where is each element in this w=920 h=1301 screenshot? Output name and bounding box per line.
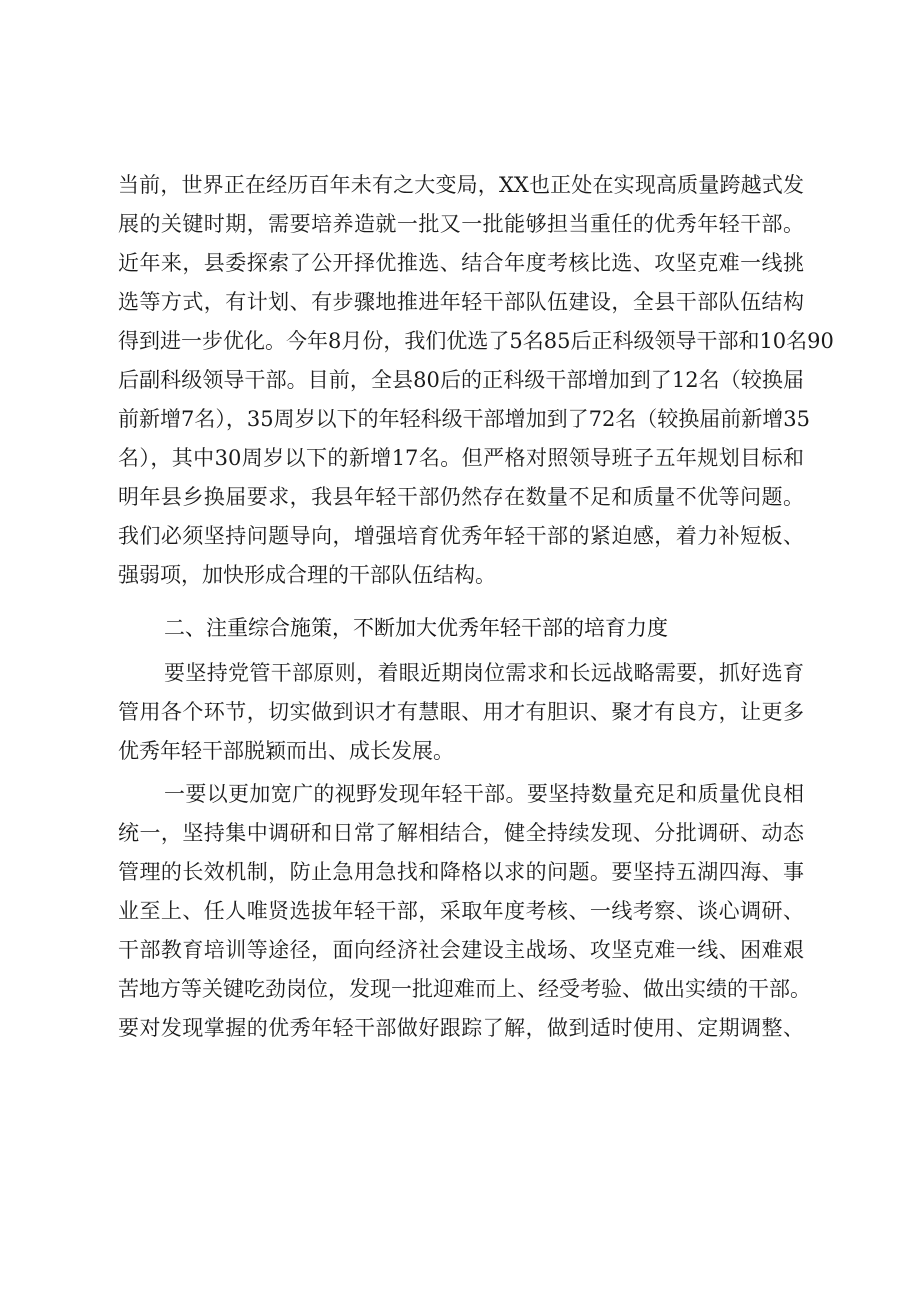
discovery-paragraph [118, 775, 811, 1048]
text-line: 管理的长效机制，防止急用急找和降格以求的问题。要坚持五湖四海、事 [118, 860, 804, 884]
text-line: 管用各个环节，切实做到识才有慧眼、用才有胆识、聚才有良方，让更多 [118, 700, 804, 724]
text-line: 名），其中30周岁以下的新增17名。但严格对照领导班子五年规划目标和 [118, 446, 804, 470]
principle-paragraph [118, 654, 804, 771]
text-line: 后副科级领导干部。目前，全县80后的正科级干部增加到了12名（较换届 [118, 368, 804, 392]
text-line: 近年来，县委探索了公开择优推选、结合年度考核比选、攻坚克难一线挑 [118, 251, 804, 275]
text-line: 当前，世界正在经历百年未有之大变局，XX也正处在实现高质量跨越式发 [118, 173, 804, 197]
intro-paragraph [118, 166, 834, 595]
text-line: 得到进一步优化。今年8月份，我们优选了5名85后正科级领导干部和10名90 [118, 329, 834, 353]
text-line: 要对发现掌握的优秀年轻干部做好跟踪了解，做到适时使用、定期调整、 [118, 1016, 804, 1040]
text-line: 一要以更加宽广的视野发现年轻干部。要坚持数量充足和质量优良相 [164, 782, 804, 806]
text-line: 前新增7名），35周岁以下的年轻科级干部增加到了72名（较换届前新增35 [118, 407, 811, 431]
text-line: 选等方式，有计划、有步骤地推进年轻干部队伍建设，全县干部队伍结构 [118, 290, 804, 314]
text-line: 干部教育培训等途径，面向经济社会建设主战场、攻坚克难一线、困难艰 [118, 938, 804, 962]
text-line: 强弱项，加快形成合理的干部队伍结构。 [118, 563, 496, 587]
text-line: 要坚持党管干部原则，着眼近期岗位需求和长远战略需要，抓好选育 [164, 661, 804, 685]
text-line: 苦地方等关键吃劲岗位，发现一批迎难而上、经受考验、做出实绩的干部。 [118, 977, 811, 1001]
document-body [118, 166, 834, 1048]
text-line: 展的关键时期，需要培养造就一批又一批能够担当重任的优秀年轻干部。 [118, 212, 804, 236]
text-line: 优秀年轻干部脱颖而出、成长发展。 [118, 739, 454, 763]
text-line: 明年县乡换届要求，我县年轻干部仍然存在数量不足和质量不优等问题。 [118, 485, 804, 509]
section-heading: 二、注重综合施策，不断加大优秀年轻干部的培育力度 [164, 616, 668, 640]
text-line: 统一，坚持集中调研和日常了解相结合，健全持续发现、分批调研、动态 [118, 821, 804, 845]
text-line: 我们必须坚持问题导向，增强培育优秀年轻干部的紧迫感，着力补短板、 [118, 524, 804, 548]
text-line: 业至上、任人唯贤选拔年轻干部，采取年度考核、一线考察、谈心调研、 [118, 899, 804, 923]
